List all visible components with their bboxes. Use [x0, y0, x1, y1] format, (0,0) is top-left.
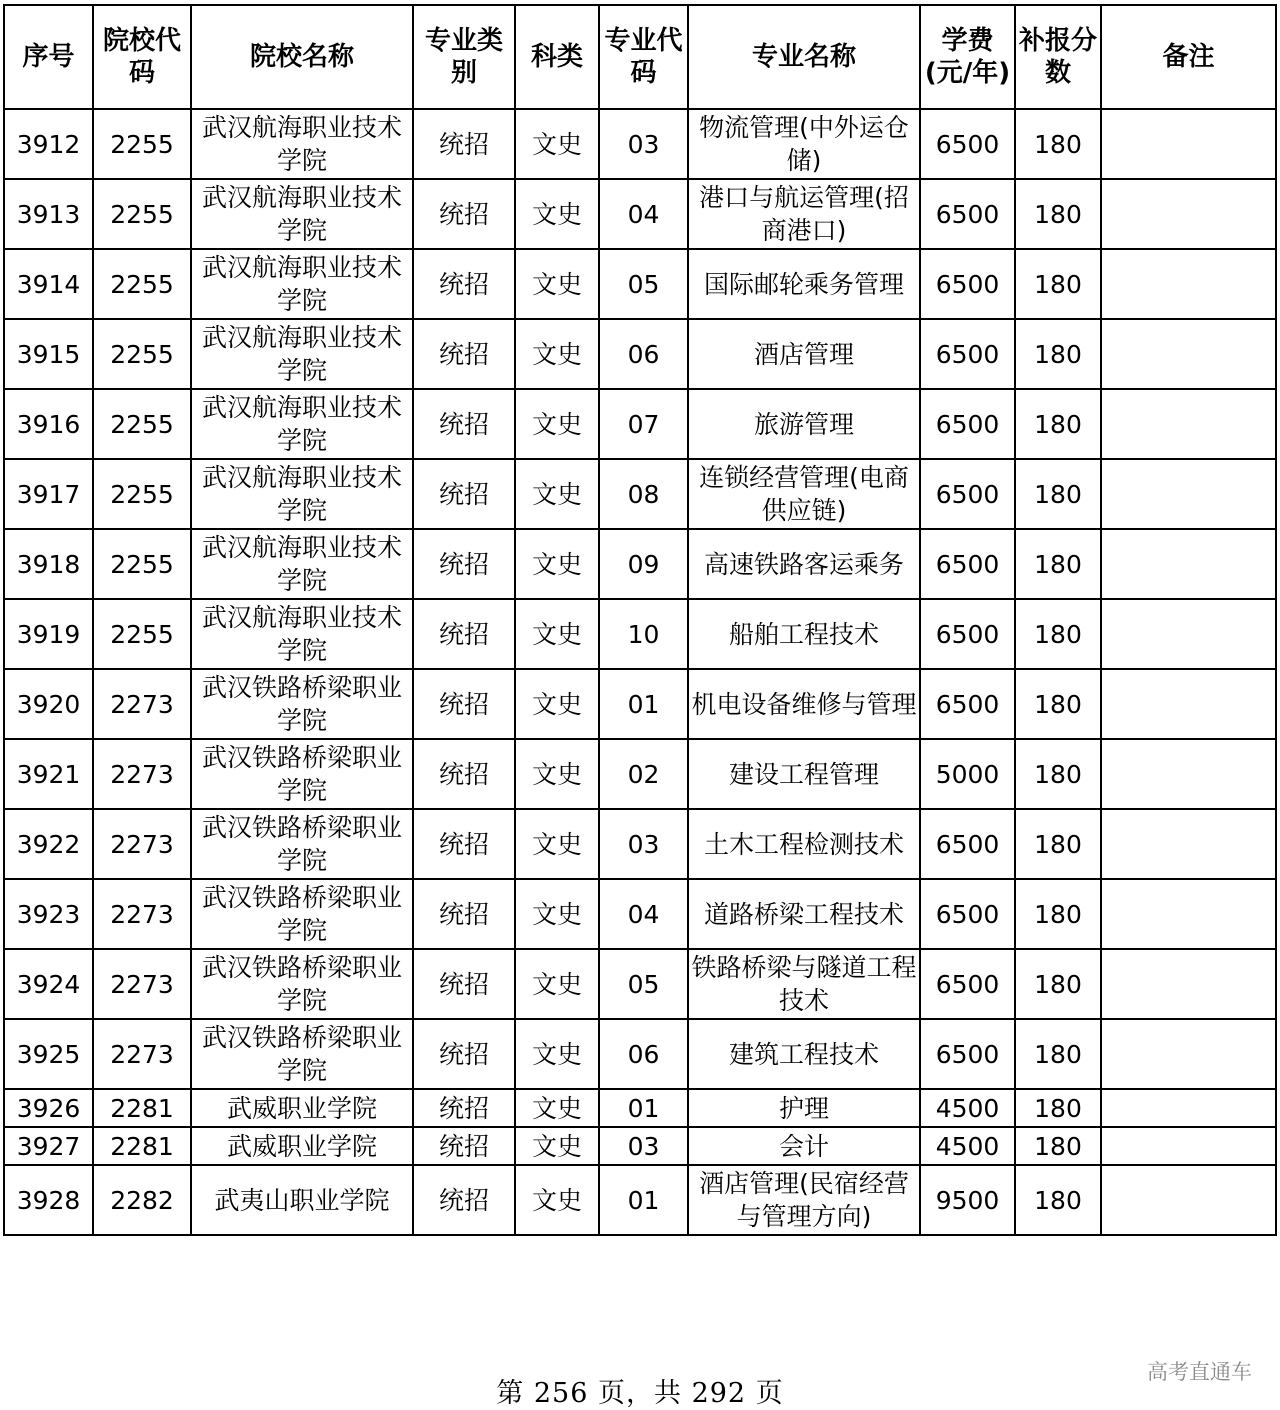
cell-supplement-score: 180 — [1015, 459, 1101, 529]
cell-subject-type: 文史 — [515, 879, 599, 949]
cell-major-category: 统招 — [413, 879, 515, 949]
cell-tuition: 6500 — [920, 809, 1015, 879]
cell-remarks — [1101, 389, 1276, 459]
table-row — [4, 179, 1276, 249]
cell-serial: 3922 — [4, 809, 93, 879]
cell-school-name: 武威职业学院 — [191, 1089, 413, 1127]
cell-major-code: 06 — [599, 1019, 688, 1089]
cell-remarks — [1101, 739, 1276, 809]
cell-school-name: 武汉铁路桥梁职业学院 — [191, 949, 413, 1019]
cell-school-code: 2273 — [93, 739, 191, 809]
cell-major-code: 01 — [599, 669, 688, 739]
cell-subject-type: 文史 — [515, 599, 599, 669]
cell-remarks — [1101, 459, 1276, 529]
cell-serial: 3928 — [4, 1165, 93, 1235]
cell-major-name: 机电设备维修与管理 — [688, 669, 920, 739]
header-remarks: 备注 — [1101, 5, 1276, 109]
cell-tuition: 6500 — [920, 529, 1015, 599]
cell-subject-type: 文史 — [515, 949, 599, 1019]
cell-supplement-score: 180 — [1015, 1127, 1101, 1165]
cell-school-name: 武汉航海职业技术学院 — [191, 179, 413, 249]
cell-tuition: 6500 — [920, 669, 1015, 739]
cell-major-name: 旅游管理 — [688, 389, 920, 459]
cell-subject-type: 文史 — [515, 319, 599, 389]
cell-serial: 3923 — [4, 879, 93, 949]
cell-major-name: 道路桥梁工程技术 — [688, 879, 920, 949]
cell-school-code: 2255 — [93, 389, 191, 459]
cell-supplement-score: 180 — [1015, 669, 1101, 739]
cell-major-name: 建设工程管理 — [688, 739, 920, 809]
header-major-category: 专业类别 — [413, 5, 515, 109]
cell-supplement-score: 180 — [1015, 249, 1101, 319]
cell-subject-type: 文史 — [515, 389, 599, 459]
cell-supplement-score: 180 — [1015, 739, 1101, 809]
table-row — [4, 669, 1276, 739]
cell-serial: 3915 — [4, 319, 93, 389]
cell-serial: 3916 — [4, 389, 93, 459]
cell-serial: 3925 — [4, 1019, 93, 1089]
header-serial: 序号 — [4, 5, 93, 109]
cell-school-code: 2255 — [93, 599, 191, 669]
cell-supplement-score: 180 — [1015, 949, 1101, 1019]
cell-tuition: 4500 — [920, 1089, 1015, 1127]
cell-tuition: 6500 — [920, 319, 1015, 389]
table-row — [4, 459, 1276, 529]
cell-tuition: 6500 — [920, 1019, 1015, 1089]
cell-major-name: 船舶工程技术 — [688, 599, 920, 669]
cell-major-code: 10 — [599, 599, 688, 669]
cell-school-code: 2255 — [93, 529, 191, 599]
cell-remarks — [1101, 319, 1276, 389]
table-row — [4, 389, 1276, 459]
table-row — [4, 879, 1276, 949]
table-row — [4, 109, 1276, 179]
table-row — [4, 529, 1276, 599]
cell-subject-type: 文史 — [515, 1165, 599, 1235]
cell-major-name: 国际邮轮乘务管理 — [688, 249, 920, 319]
cell-school-name: 武汉航海职业技术学院 — [191, 529, 413, 599]
admissions-table — [3, 4, 1277, 1236]
cell-serial: 3919 — [4, 599, 93, 669]
cell-remarks — [1101, 949, 1276, 1019]
cell-school-name: 武威职业学院 — [191, 1127, 413, 1165]
cell-major-category: 统招 — [413, 249, 515, 319]
header-subject-type: 科类 — [515, 5, 599, 109]
cell-major-code: 05 — [599, 249, 688, 319]
cell-school-code: 2273 — [93, 669, 191, 739]
cell-school-name: 武汉航海职业技术学院 — [191, 599, 413, 669]
cell-subject-type: 文史 — [515, 809, 599, 879]
cell-school-name: 武汉航海职业技术学院 — [191, 389, 413, 459]
cell-major-category: 统招 — [413, 389, 515, 459]
cell-major-code: 04 — [599, 879, 688, 949]
cell-subject-type: 文史 — [515, 1019, 599, 1089]
cell-subject-type: 文史 — [515, 739, 599, 809]
header-supplement-score: 补报分数 — [1015, 5, 1101, 109]
cell-school-name: 武汉航海职业技术学院 — [191, 249, 413, 319]
cell-supplement-score: 180 — [1015, 1165, 1101, 1235]
cell-serial: 3924 — [4, 949, 93, 1019]
cell-school-code: 2273 — [93, 809, 191, 879]
cell-major-category: 统招 — [413, 809, 515, 879]
table-row — [4, 809, 1276, 879]
cell-school-code: 2281 — [93, 1127, 191, 1165]
watermark-text: 高考直通车 — [1147, 1360, 1252, 1384]
cell-major-category: 统招 — [413, 1089, 515, 1127]
cell-supplement-score: 180 — [1015, 529, 1101, 599]
cell-tuition: 6500 — [920, 109, 1015, 179]
cell-supplement-score: 180 — [1015, 879, 1101, 949]
cell-major-code: 07 — [599, 389, 688, 459]
cell-major-code: 01 — [599, 1089, 688, 1127]
cell-subject-type: 文史 — [515, 1127, 599, 1165]
cell-tuition: 6500 — [920, 459, 1015, 529]
cell-serial: 3921 — [4, 739, 93, 809]
cell-remarks — [1101, 809, 1276, 879]
cell-school-name: 武汉航海职业技术学院 — [191, 459, 413, 529]
cell-supplement-score: 180 — [1015, 109, 1101, 179]
cell-school-code: 2255 — [93, 319, 191, 389]
cell-school-name: 武夷山职业学院 — [191, 1165, 413, 1235]
cell-serial: 3927 — [4, 1127, 93, 1165]
cell-tuition: 9500 — [920, 1165, 1015, 1235]
cell-school-name: 武汉航海职业技术学院 — [191, 319, 413, 389]
cell-major-name: 连锁经营管理(电商供应链) — [688, 459, 920, 529]
table-row — [4, 599, 1276, 669]
cell-major-category: 统招 — [413, 599, 515, 669]
cell-school-name: 武汉铁路桥梁职业学院 — [191, 739, 413, 809]
cell-major-code: 03 — [599, 809, 688, 879]
cell-school-code: 2273 — [93, 1019, 191, 1089]
cell-tuition: 5000 — [920, 739, 1015, 809]
cell-subject-type: 文史 — [515, 1089, 599, 1127]
cell-major-name: 铁路桥梁与隧道工程技术 — [688, 949, 920, 1019]
cell-major-code: 08 — [599, 459, 688, 529]
cell-remarks — [1101, 249, 1276, 319]
cell-major-name: 物流管理(中外运仓储) — [688, 109, 920, 179]
header-major-code: 专业代码 — [599, 5, 688, 109]
cell-serial: 3920 — [4, 669, 93, 739]
cell-major-category: 统招 — [413, 319, 515, 389]
cell-tuition: 6500 — [920, 879, 1015, 949]
cell-tuition: 6500 — [920, 249, 1015, 319]
cell-subject-type: 文史 — [515, 459, 599, 529]
cell-remarks — [1101, 1165, 1276, 1235]
cell-major-category: 统招 — [413, 529, 515, 599]
cell-school-code: 2255 — [93, 249, 191, 319]
cell-major-category: 统招 — [413, 459, 515, 529]
cell-major-category: 统招 — [413, 1019, 515, 1089]
cell-remarks — [1101, 669, 1276, 739]
cell-serial: 3913 — [4, 179, 93, 249]
cell-school-name: 武汉铁路桥梁职业学院 — [191, 809, 413, 879]
cell-subject-type: 文史 — [515, 179, 599, 249]
table-row — [4, 319, 1276, 389]
cell-major-code: 05 — [599, 949, 688, 1019]
cell-major-category: 统招 — [413, 179, 515, 249]
cell-serial: 3917 — [4, 459, 93, 529]
cell-major-category: 统招 — [413, 949, 515, 1019]
cell-supplement-score: 180 — [1015, 809, 1101, 879]
cell-school-code: 2255 — [93, 109, 191, 179]
cell-school-code: 2273 — [93, 949, 191, 1019]
cell-serial: 3926 — [4, 1089, 93, 1127]
table-row — [4, 1019, 1276, 1089]
cell-tuition: 6500 — [920, 389, 1015, 459]
cell-major-name: 土木工程检测技术 — [688, 809, 920, 879]
cell-remarks — [1101, 599, 1276, 669]
cell-tuition: 6500 — [920, 179, 1015, 249]
page-number-footer: 第 256 页，共 292 页 — [496, 1378, 784, 1409]
cell-supplement-score: 180 — [1015, 599, 1101, 669]
cell-school-name: 武汉铁路桥梁职业学院 — [191, 879, 413, 949]
cell-major-code: 09 — [599, 529, 688, 599]
table-body — [4, 109, 1276, 1235]
cell-major-category: 统招 — [413, 1127, 515, 1165]
cell-major-category: 统招 — [413, 1165, 515, 1235]
cell-serial: 3914 — [4, 249, 93, 319]
cell-tuition: 4500 — [920, 1127, 1015, 1165]
cell-school-name: 武汉铁路桥梁职业学院 — [191, 669, 413, 739]
cell-subject-type: 文史 — [515, 529, 599, 599]
cell-school-code: 2273 — [93, 879, 191, 949]
cell-supplement-score: 180 — [1015, 319, 1101, 389]
cell-school-code: 2255 — [93, 459, 191, 529]
header-major-name: 专业名称 — [688, 5, 920, 109]
table-row — [4, 1165, 1276, 1235]
cell-remarks — [1101, 879, 1276, 949]
header-tuition: 学费(元/年) — [920, 5, 1015, 109]
cell-school-name: 武汉铁路桥梁职业学院 — [191, 1019, 413, 1089]
table-row — [4, 1127, 1276, 1165]
cell-major-category: 统招 — [413, 739, 515, 809]
cell-remarks — [1101, 1019, 1276, 1089]
cell-school-code: 2281 — [93, 1089, 191, 1127]
cell-major-name: 护理 — [688, 1089, 920, 1127]
table-header-row — [4, 5, 1276, 109]
table-row — [4, 249, 1276, 319]
cell-major-code: 03 — [599, 109, 688, 179]
cell-major-code: 01 — [599, 1165, 688, 1235]
cell-tuition: 6500 — [920, 949, 1015, 1019]
cell-serial: 3912 — [4, 109, 93, 179]
header-school-name: 院校名称 — [191, 5, 413, 109]
cell-school-code: 2282 — [93, 1165, 191, 1235]
cell-major-code: 03 — [599, 1127, 688, 1165]
cell-subject-type: 文史 — [515, 669, 599, 739]
cell-major-name: 建筑工程技术 — [688, 1019, 920, 1089]
cell-subject-type: 文史 — [515, 249, 599, 319]
cell-major-code: 06 — [599, 319, 688, 389]
cell-supplement-score: 180 — [1015, 389, 1101, 459]
cell-supplement-score: 180 — [1015, 1089, 1101, 1127]
cell-major-code: 04 — [599, 179, 688, 249]
table-row — [4, 739, 1276, 809]
cell-supplement-score: 180 — [1015, 1019, 1101, 1089]
cell-tuition: 6500 — [920, 599, 1015, 669]
cell-subject-type: 文史 — [515, 109, 599, 179]
cell-supplement-score: 180 — [1015, 179, 1101, 249]
cell-school-code: 2255 — [93, 179, 191, 249]
cell-major-name: 酒店管理(民宿经营与管理方向) — [688, 1165, 920, 1235]
cell-remarks — [1101, 179, 1276, 249]
cell-major-name: 高速铁路客运乘务 — [688, 529, 920, 599]
cell-major-code: 02 — [599, 739, 688, 809]
cell-major-category: 统招 — [413, 669, 515, 739]
cell-serial: 3918 — [4, 529, 93, 599]
cell-remarks — [1101, 1127, 1276, 1165]
header-school-code: 院校代码 — [93, 5, 191, 109]
table-row — [4, 949, 1276, 1019]
cell-major-category: 统招 — [413, 109, 515, 179]
cell-remarks — [1101, 1089, 1276, 1127]
cell-remarks — [1101, 529, 1276, 599]
cell-major-name: 酒店管理 — [688, 319, 920, 389]
cell-remarks — [1101, 109, 1276, 179]
cell-major-name: 港口与航运管理(招商港口) — [688, 179, 920, 249]
table-row — [4, 1089, 1276, 1127]
cell-school-name: 武汉航海职业技术学院 — [191, 109, 413, 179]
cell-major-name: 会计 — [688, 1127, 920, 1165]
